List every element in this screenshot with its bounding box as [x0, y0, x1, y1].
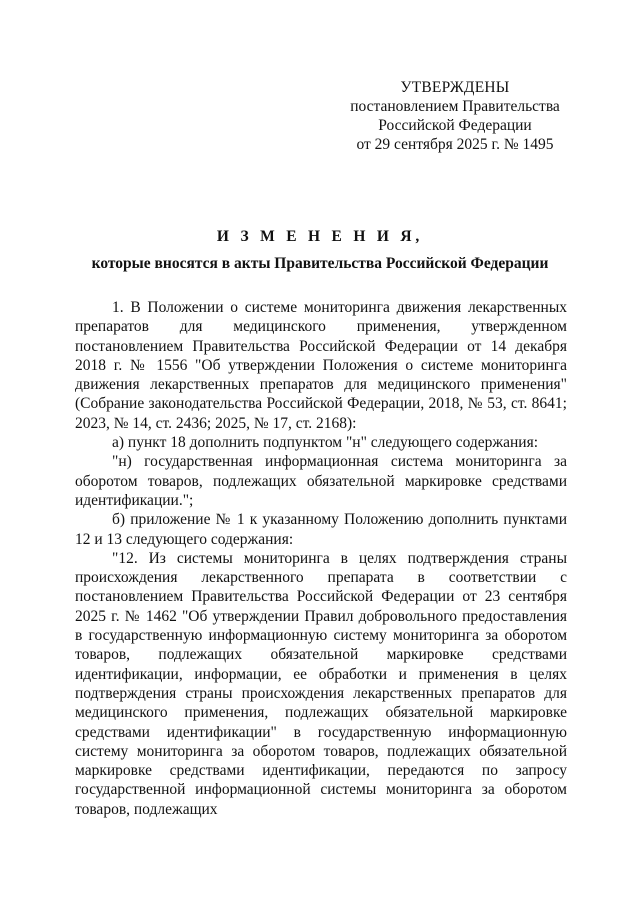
approval-stamp [340, 78, 570, 154]
approval-line-1: постановлением Правительства [350, 98, 560, 115]
document-title: И З М Е Н Е Н И Я, [216, 228, 424, 245]
paragraph-3: "н) государственная информационная система мониторинга за оборотом товаров, подлежащих обязательной маркировке средствами идентификации."; [75, 453, 567, 509]
paragraph-1: 1. В Положении о системе мониторинга движения лекарственных препаратов для медицинского применения, утвержденном постановлением Правительства Российской Федерации от 14 декабря 2018 г. № 1556 "Об утверждении Положения о системе мониторинга движения лекарственных препаратов для медицинского применения" (Собрание законодательства Российской Федерации, 2018, № 53, ст. 8641; 2023, № 14, ст. 2436; 2025, № 17, ст. 2168): [75, 299, 567, 432]
approval-line-2: Российской Федерации [378, 117, 532, 134]
approval-line-3: от 29 сентября 2025 г. № 1495 [356, 136, 554, 153]
document-body [75, 298, 567, 819]
approval-heading: УТВЕРЖДЕНЫ [400, 79, 510, 96]
paragraph-5: "12. Из системы мониторинга в целях подтверждения страны происхождения лекарственного препарата в соответствии с постановлением Правительства Российской Федерации от 23 сентября 2025 г. № 1462 "Об утверждении Правил добровольного предоставления в государственную информационную систему мониторинга за оборотом товаров, подлежащих обязательной маркировке средствами идентификации, информации, ее обработки и применения в целях подтверждения страны происхождения лекарственных препаратов для медицинского применения, подлежащих обязательной маркировке средствами идентификации" в государственную информационную систему мониторинга за оборотом товаров, подлежащих обязательной маркировке средствами идентификации, передаются по запросу государственной информационной системы мониторинга за оборотом товаров, подлежащих [75, 549, 567, 818]
document-subtitle: которые вносятся в акты Правительства Российской Федерации [91, 255, 549, 272]
paragraph-2: а) пункт 18 дополнить подпунктом "н" следующего содержания: [112, 434, 539, 452]
paragraph-4: б) приложение № 1 к указанному Положению дополнить пунктами 12 и 13 следующего содержания: [75, 511, 567, 548]
